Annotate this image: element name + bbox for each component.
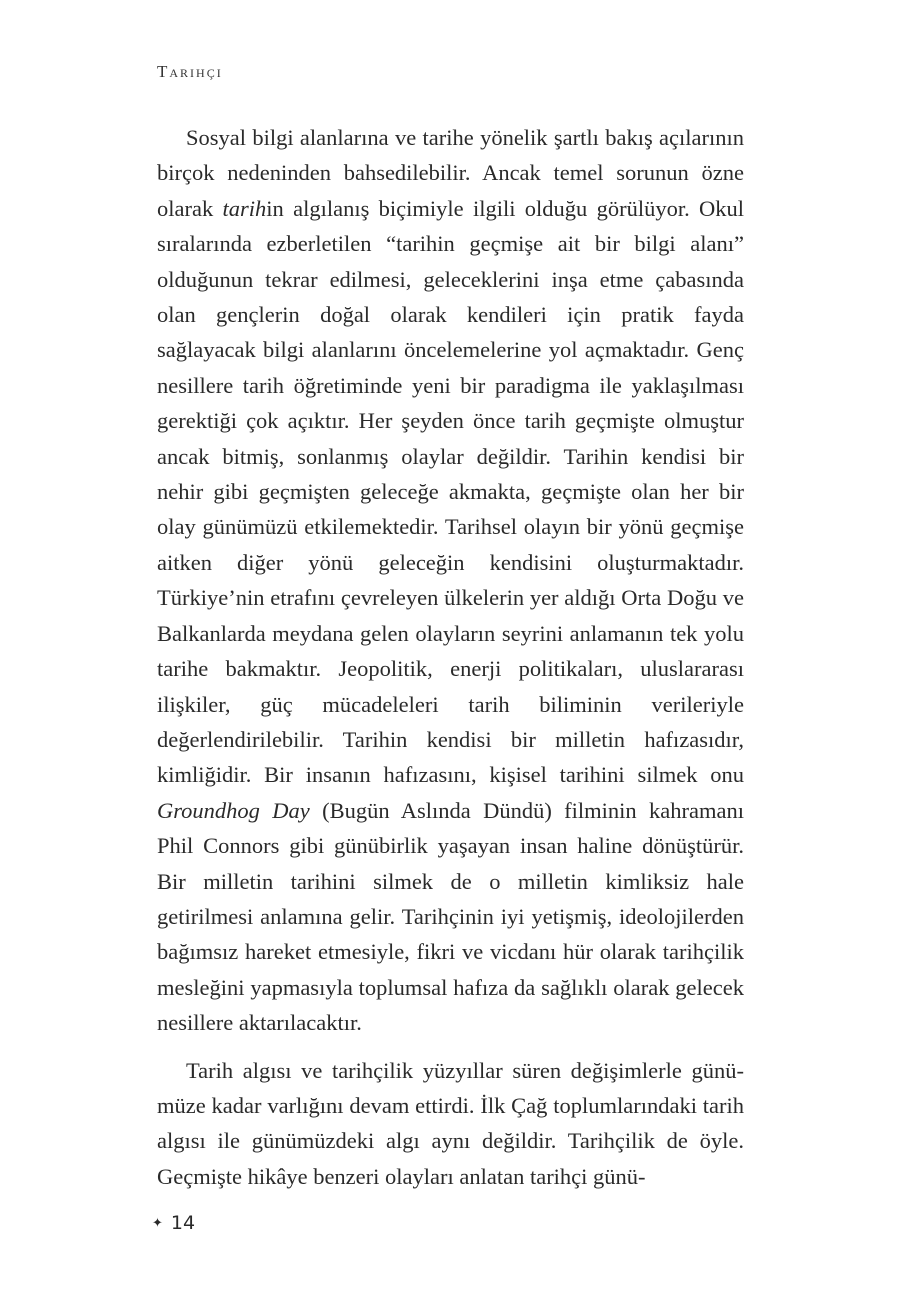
running-header-title: Tarihçi [157, 62, 223, 81]
page-number: 14 [170, 1212, 196, 1234]
body-text [157, 120, 744, 1194]
diamond-ornament-icon: ✦ [152, 1215, 163, 1231]
page-footer [152, 1212, 195, 1234]
text-segment: Sosyal bilgi alanlarına ve tarihe yönelik şartlı bakış açılarının birçok nedeninden bahsedilebilir. Ancak temel sorunun özne olarak [157, 125, 744, 221]
text-segment: in algılanış biçimiyle ilgili olduğu görülüyor. Okul sıralarında ezberletilen “tarihin geçmişe ait bir bilgi alanı” olduğunun tekrar edilmesi, geleceklerini inşa etme çabasında olan gençlerin doğal olarak kendileri için pratik fayda sağlayacak bilgi alanlarını öncelemelerine yol açmaktadır. Genç nesillere tarih öğretiminde yeni bir paradigma ile yaklaşılması gerektiği çok açıktır. Her şeyden önce tarih geçmişte olmuştur ancak bitmiş, sonlanmış olaylar değildir. Tarihin kendisi bir nehir gibi geçmişten geleceğe akmakta, geçmişte olan her bir olay günümüzü etkilemektedir. Tarihsel olayın bir yönü geçmişe aitken diğer yönü geleceğin kendisini oluşturmaktadır. Türkiye’nin etrafını çevreleyen ülkelerin yer aldığı Orta Doğu ve Balkanlarda meydana gelen olayların seyrini anlamanın tek yolu tarihe bakmaktır. Jeopolitik, enerji politikaları, uluslararası ilişkiler, güç mücadeleleri tarih biliminin verileriyle değerlendirilebilir. Tarihin kendisi bir milletin hafızasıdır, kimliğidir. Bir insanın hafızasını, kişisel tarihini silmek onu [157, 195, 745, 788]
paragraph-1 [157, 120, 744, 1041]
text-segment: Tarih algısı ve tarihçilik yüzyıllar süren değişimlerle günümüze kadar varlığını devam ettirdi. İlk Çağ toplumlarındaki tarih algısı ile günümüzdeki algı aynı değildir. Tarihçilik de öyle. Geçmişte hikâye benzeri olayları anlatan tarihçi günü- [157, 1057, 744, 1189]
italic-term-tarih: tarih [222, 195, 267, 221]
italic-film-title: Groundhog Day [157, 797, 310, 823]
paragraph-2 [157, 1053, 744, 1195]
text-segment: (Bugün Aslında Dündü) filminin kahramanı Phil Connors gibi günübirlik yaşayan insan haline dönüştürür. Bir milletin tarihini silmek de o milletin kimliksiz hale getirilmesi anlamına gelir. Tarihçinin iyi yetişmiş, ideolojilerden bağımsız hareket etmesiyle, fikri ve vicdanı hür olarak tarihçilik mesleğini yapmasıyla toplumsal hafıza da sağlıklı olarak gelecek nesillere aktarılacaktır. [157, 797, 744, 1036]
